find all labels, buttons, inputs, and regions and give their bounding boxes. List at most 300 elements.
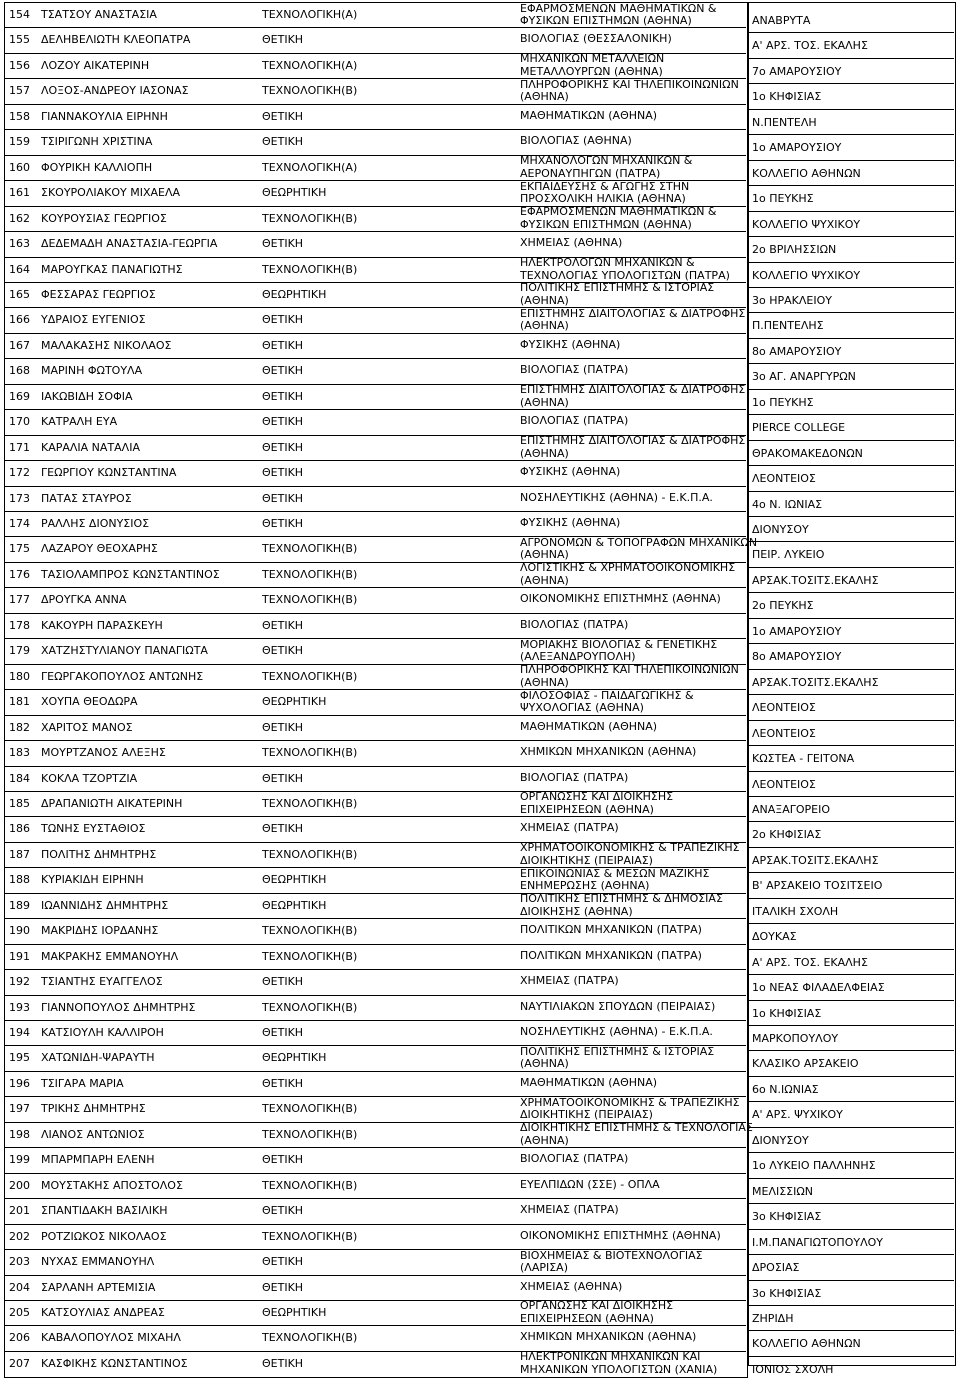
study-direction: ΘΕΩΡΗΤΙΚΗ — [262, 898, 327, 912]
school-name: ΚΟΛΛΕΓΙΟ ΨΥΧΙΚΟΥ — [752, 217, 861, 231]
program-name: ΤΕΧΝΟΛΟΓΙΑΣ ΥΠΟΛΟΓΙΣΤΩΝ (ΠΑΤΡΑ) — [520, 268, 730, 282]
student-name: ΤΣΙΑΝΤΗΣ ΕΥΑΓΓΕΛΟΣ — [41, 975, 163, 989]
program-name: ΟΙΚΟΝΟΜΙΚΗΣ ΕΠΙΣΤΗΜΗΣ (ΑΘΗΝΑ) — [520, 592, 721, 606]
study-direction: ΤΕΧΝΟΛΟΓΙΚΗ(Β) — [262, 1229, 358, 1243]
study-direction: ΤΕΧΝΟΛΟΓΙΚΗ(Β) — [262, 262, 358, 276]
program-name: (ΑΘΗΝΑ) — [520, 319, 569, 333]
student-name: ΔΡΟΥΓΚΑ ΑΝΝΑ — [41, 593, 127, 607]
study-direction: ΘΕΤΙΚΗ — [262, 237, 304, 251]
row-number: 167 — [9, 338, 30, 352]
student-name: ΔΕΛΗΒΕΛΙΩΤΗ ΚΛΕΟΠΑΤΡΑ — [41, 33, 191, 47]
school-separator — [748, 1305, 954, 1306]
school-name: 2ο ΚΗΦΙΣΙΑΣ — [752, 828, 822, 842]
school-separator — [748, 541, 954, 542]
row-number: 164 — [9, 262, 30, 276]
school-separator — [748, 720, 954, 721]
school-name: ΚΟΛΛΕΓΙΟ ΨΥΧΙΚΟΥ — [752, 268, 861, 282]
row-number: 200 — [9, 1178, 30, 1192]
school-name: ΙΤΑΛΙΚΗ ΣΧΟΛΗ — [752, 904, 839, 918]
school-separator — [748, 745, 954, 746]
student-name: ΜΑΡΙΝΗ ΦΩΤΟΥΛΑ — [41, 364, 143, 378]
program-name: (ΑΘΗΝΑ) — [520, 675, 569, 689]
student-name: ΣΚΟΥΡΟΛΙΑΚΟΥ ΜΙΧΑΕΛΑ — [41, 186, 181, 200]
student-name: ΓΙΑΝΝΟΠΟΥΛΟΣ ΔΗΜΗΤΡΗΣ — [41, 1000, 196, 1014]
school-name: 1ο ΚΗΦΙΣΙΑΣ — [752, 90, 822, 104]
program-name: ΨΥΧΟΛΟΓΙΑΣ (ΑΘΗΝΑ) — [520, 701, 644, 715]
study-direction: ΘΕΤΙΚΗ — [262, 1356, 304, 1370]
school-name: ΠΕΙΡ. ΛΥΚΕΙΟ — [752, 548, 825, 562]
program-name: ΕΚΠΑΙΔΕΥΣΗΣ & ΑΓΩΓΗΣ ΣΤΗΝ — [520, 179, 690, 193]
school-name: ΑΝΑΞΑΓΟΡΕΙΟ — [752, 802, 831, 816]
school-name: ΘΡΑΚΟΜΑΚΕΔΟΝΩΝ — [752, 446, 863, 460]
program-name: ΒΙΟΛΟΓΙΑΣ (ΠΑΤΡΑ) — [520, 1152, 629, 1166]
row-number: 198 — [9, 1127, 30, 1141]
program-name: (ΑΘΗΝΑ) — [520, 1057, 569, 1071]
school-separator — [748, 1178, 954, 1179]
program-name: ΧΗΜΕΙΑΣ (ΠΑΤΡΑ) — [520, 1203, 619, 1217]
school-name: 1ο ΑΜΑΡΟΥΣΙΟΥ — [752, 624, 842, 638]
row-number: 184 — [9, 771, 30, 785]
study-direction: ΤΕΧΝΟΛΟΓΙΚΗ(Β) — [262, 593, 358, 607]
student-name: ΜΑΚΡΙΔΗΣ ΙΟΡΔΑΝΗΣ — [41, 924, 159, 938]
row-number: 173 — [9, 491, 30, 505]
school-separator — [748, 491, 954, 492]
school-separator — [748, 160, 954, 161]
school-name: PIERCE COLLEGE — [752, 421, 846, 435]
program-name: ΗΛΕΚΤΡΟΛΟΓΩΝ ΜΗΧΑΝΙΚΩΝ & — [520, 256, 695, 269]
student-name: ΚΑΣΦΙΚΗΣ ΚΩΝΣΤΑΝΤΙΝΟΣ — [41, 1356, 188, 1370]
study-direction: ΤΕΧΝΟΛΟΓΙΚΗ(Β) — [262, 211, 358, 225]
program-name: ΗΛΕΚΤΡΟΝΙΚΩΝ ΜΗΧΑΝΙΚΩΝ ΚΑΙ — [520, 1350, 701, 1364]
student-name: ΜΑΚΡΑΚΗΣ ΕΜΜΑΝΟΥΗΛ — [41, 949, 179, 963]
study-direction: ΘΕΤΙΚΗ — [262, 415, 304, 429]
school-name: ΔΟΥΚΑΣ — [752, 930, 797, 944]
study-direction: ΘΕΤΙΚΗ — [262, 618, 304, 632]
program-name: ΒΙΟΛΟΓΙΑΣ (ΑΘΗΝΑ) — [520, 134, 632, 148]
student-name: ΛΙΑΝΟΣ ΑΝΤΩΝΙΟΣ — [41, 1127, 145, 1141]
row-number: 190 — [9, 924, 30, 938]
student-name: ΧΑΤΩΝΙΔΗ-ΨΑΡΑΥΤΗ — [41, 1051, 155, 1065]
study-direction: ΤΕΧΝΟΛΟΓΙΚΗ(Β) — [262, 1102, 358, 1116]
study-direction: ΘΕΩΡΗΤΙΚΗ — [262, 1305, 327, 1319]
program-name: ΜΕΤΑΛΛΟΥΡΓΩΝ (ΑΘΗΝΑ) — [520, 64, 663, 78]
study-direction: ΤΕΧΝΟΛΟΓΙΚΗ(Α) — [262, 58, 358, 72]
study-direction: ΘΕΤΙΚΗ — [262, 517, 304, 530]
program-name: ΕΠΙΧΕΙΡΗΣΕΩΝ (ΑΘΗΝΑ) — [520, 802, 654, 816]
program-name: ΠΛΗΡΟΦΟΡΙΚΗΣ ΚΑΙ ΤΗΛΕΠΙΚΟΙΝΩΝΙΩΝ — [520, 77, 739, 91]
program-name: ΟΙΚΟΝΟΜΙΚΗΣ ΕΠΙΣΤΗΜΗΣ (ΑΘΗΝΑ) — [520, 1228, 721, 1242]
school-name: ΖΗΡΙΔΗ — [752, 1311, 794, 1325]
row-number: 205 — [9, 1305, 30, 1319]
school-separator — [748, 974, 954, 975]
program-name: ΝΑΥΤΙΛΙΑΚΩΝ ΣΠΟΥΔΩΝ (ΠΕΙΡΑΙΑΣ) — [520, 999, 716, 1013]
student-name: ΡΑΛΛΗΣ ΔΙΟΝΥΣΙΟΣ — [41, 517, 150, 530]
row-number: 166 — [9, 313, 30, 327]
row-number: 194 — [9, 1026, 30, 1039]
school-separator — [748, 236, 954, 237]
school-separator — [748, 1127, 954, 1128]
student-name: ΣΑΡΛΑΝΗ ΑΡΤΕΜΙΣΙΑ — [41, 1280, 156, 1294]
program-name: ΑΕΡΟΝΑΥΠΗΓΩΝ (ΠΑΤΡΑ) — [520, 166, 661, 180]
school-separator — [748, 694, 954, 695]
row-number: 159 — [9, 135, 30, 149]
study-direction: ΤΕΧΝΟΛΟΓΙΚΗ(Β) — [262, 84, 358, 98]
student-name: ΚΑΤΣΟΥΛΙΑΣ ΑΝΔΡΕΑΣ — [41, 1305, 165, 1319]
program-name: (ΑΘΗΝΑ) — [520, 395, 569, 409]
study-direction: ΤΕΧΝΟΛΟΓΙΚΗ(Α) — [262, 8, 358, 21]
row-number: 180 — [9, 669, 30, 683]
row-number: 187 — [9, 847, 30, 861]
program-name: ΧΡΗΜΑΤΟΟΙΚΟΝΟΜΙΚΗΣ & ΤΡΑΠΕΖΙΚΗΣ — [520, 1095, 740, 1109]
student-name: ΚΥΡΙΑΚΙΔΗ ΕΙΡΗΝΗ — [41, 873, 144, 887]
student-name: ΦΟΥΡΙΚΗ ΚΑΛΛΙΟΠΗ — [41, 160, 153, 174]
program-name: (ΑΘΗΝΑ) — [520, 446, 569, 460]
student-name: ΚΑΒΑΛΟΠΟΥΛΟΣ ΜΙΧΑΗΛ — [41, 1331, 181, 1345]
row-number: 174 — [9, 517, 30, 530]
program-name: ΝΟΣΗΛΕΥΤΙΚΗΣ (ΑΘΗΝΑ) - Ε.Κ.Π.Α. — [520, 490, 713, 504]
student-name: ΚΟΚΛΑ ΤΖΟΡΤΖΙΑ — [41, 771, 138, 785]
student-name: ΠΟΛΙΤΗΣ ΔΗΜΗΤΡΗΣ — [41, 847, 157, 861]
program-name: (ΑΘΗΝΑ) — [520, 90, 569, 104]
program-name: ΟΡΓΑΝΩΣΗΣ ΚΑΙ ΔΙΟΙΚΗΣΗΣ — [520, 1299, 674, 1313]
student-name: ΚΑΤΡΑΛΗ ΕΥΑ — [41, 415, 118, 429]
row-number: 172 — [9, 466, 30, 480]
program-name: ΑΓΡΟΝΟΜΩΝ & ΤΟΠΟΓΡΑΦΩΝ ΜΗΧΑΝΙΚΩΝ — [520, 535, 758, 549]
school-name: Α' ΑΡΣ. ΨΥΧΙΚΟΥ — [752, 1108, 843, 1122]
school-name: 3ο ΚΗΦΙΣΙΑΣ — [752, 1286, 822, 1300]
student-name: ΦΕΣΣΑΡΑΣ ΓΕΩΡΓΙΟΣ — [41, 287, 156, 301]
program-name: ΜΗΧΑΝΙΚΩΝ ΥΠΟΛΟΓΙΣΤΩΝ (ΧΑΝΙΑ) — [520, 1362, 718, 1376]
row-number: 158 — [9, 109, 30, 123]
program-name: (ΑΘΗΝΑ) — [520, 293, 569, 307]
study-direction: ΘΕΤΙΚΗ — [262, 975, 304, 989]
school-name: 8ο ΑΜΑΡΟΥΣΙΟΥ — [752, 344, 842, 358]
school-name: ΚΟΛΛΕΓΙΟ ΑΘΗΝΩΝ — [752, 1337, 861, 1351]
school-separator — [748, 414, 954, 415]
student-name: ΡΟΤΖΙΩΚΟΣ ΝΙΚΟΛΑΟΣ — [41, 1229, 167, 1243]
program-name: ΒΙΟΛΟΓΙΑΣ (ΠΑΤΡΑ) — [520, 414, 629, 428]
program-name: ΦΥΣΙΚΗΣ (ΑΘΗΝΑ) — [520, 465, 621, 479]
row-number: 162 — [9, 211, 30, 225]
program-name: ΜΑΘΗΜΑΤΙΚΩΝ (ΑΘΗΝΑ) — [520, 719, 658, 733]
school-name: 1ο ΠΕΥΚΗΣ — [752, 395, 814, 409]
school-separator — [748, 1076, 954, 1077]
study-direction: ΤΕΧΝΟΛΟΓΙΚΗ(Β) — [262, 949, 358, 963]
school-separator — [748, 669, 954, 670]
program-name: ΒΙΟΧΗΜΕΙΑΣ & ΒΙΟΤΕΧΝΟΛΟΓΙΑΣ — [520, 1248, 703, 1262]
row-number: 155 — [9, 33, 30, 47]
school-separator — [748, 1229, 954, 1230]
school-name: Ι.Μ.ΠΑΝΑΓΙΩΤΟΠΟΥΛΟΥ — [752, 1235, 883, 1249]
school-name: 8ο ΑΜΑΡΟΥΣΙΟΥ — [752, 650, 842, 664]
study-direction: ΤΕΧΝΟΛΟΓΙΚΗ(Β) — [262, 542, 358, 556]
row-number: 185 — [9, 796, 30, 810]
student-name: ΓΕΩΡΓΙΟΥ ΚΩΝΣΤΑΝΤΙΝΑ — [41, 466, 177, 480]
row-number: 189 — [9, 898, 30, 912]
school-separator — [748, 312, 954, 313]
school-name: 2ο ΒΡΙΛΗΣΣΙΩΝ — [752, 243, 837, 257]
school-name: ΔΙΟΝΥΣΟΥ — [752, 523, 809, 536]
student-name: ΝΥΧΑΣ ΕΜΜΑΝΟΥΗΛ — [41, 1255, 155, 1269]
row-number: 157 — [9, 84, 30, 98]
row-number: 206 — [9, 1331, 30, 1345]
row-number: 156 — [9, 58, 30, 72]
study-direction: ΤΕΧΝΟΛΟΓΙΚΗ(Β) — [262, 924, 358, 938]
student-name: ΔΕΔΕΜΑΔΗ ΑΝΑΣΤΑΣΙΑ-ΓΕΩΡΓΙΑ — [41, 237, 218, 251]
row-number: 163 — [9, 237, 30, 251]
school-separator — [748, 618, 954, 619]
program-name: ΦΥΣΙΚΩΝ ΕΠΙΣΤΗΜΩΝ (ΑΘΗΝΑ) — [520, 14, 692, 27]
study-direction: ΤΕΧΝΟΛΟΓΙΚΗ(Β) — [262, 567, 358, 581]
program-name: ΧΗΜΕΙΑΣ (ΠΑΤΡΑ) — [520, 974, 619, 988]
student-name: ΤΣΙΓΑΡΑ ΜΑΡΙΑ — [41, 1076, 124, 1090]
program-name: ΔΙΟΙΚΗΤΙΚΗΣ ΕΠΙΣΤΗΜΗΣ & ΤΕΧΝΟΛΟΓΙΑΣ — [520, 1121, 753, 1135]
row-number: 199 — [9, 1153, 30, 1167]
row-number: 183 — [9, 746, 30, 760]
program-name: ΕΦΑΡΜΟΣΜΕΝΩΝ ΜΑΘΗΜΑΤΙΚΩΝ & — [520, 1, 717, 15]
school-name: Α' ΑΡΣ. ΤΟΣ. ΕΚΑΛΗΣ — [752, 39, 868, 53]
school-name: ΑΡΣΑΚ.ΤΟΣΙΤΣ.ΕΚΑΛΗΣ — [752, 573, 879, 587]
school-separator — [748, 32, 954, 33]
study-direction: ΘΕΤΙΚΗ — [262, 720, 304, 734]
program-name: ΕΠΙΚΟΙΝΩΝΙΑΣ & ΜΕΣΩΝ ΜΑΖΙΚΗΣ — [520, 866, 710, 880]
student-name: ΛΟΖΟΥ ΑΙΚΑΤΕΡΙΝΗ — [41, 58, 150, 72]
row-number: 192 — [9, 975, 30, 989]
school-separator — [748, 643, 954, 644]
study-direction: ΤΕΧΝΟΛΟΓΙΚΗ(Β) — [262, 1000, 358, 1014]
program-name: ΒΙΟΛΟΓΙΑΣ (ΠΑΤΡΑ) — [520, 363, 629, 377]
program-name: ΜΗΧΑΝΟΛΟΓΩΝ ΜΗΧΑΝΙΚΩΝ & — [520, 154, 693, 168]
school-separator — [748, 949, 954, 950]
school-name: Π.ΠΕΝΤΕΛΗΣ — [752, 319, 824, 333]
student-name: ΜΑΛΑΚΑΣΗΣ ΝΙΚΟΛΑΟΣ — [41, 338, 172, 352]
program-name: ΧΗΜΕΙΑΣ (ΑΘΗΝΑ) — [520, 236, 623, 250]
row-number: 160 — [9, 160, 30, 174]
program-name: ΔΙΟΙΚΗΣΗΣ (ΑΘΗΝΑ) — [520, 904, 633, 918]
school-separator — [748, 923, 954, 924]
student-name: ΚΑΚΟΥΡΗ ΠΑΡΑΣΚΕΥΗ — [41, 618, 163, 632]
program-name: ΔΙΟΙΚΗΤΙΚΗΣ (ΠΕΙΡΑΙΑΣ) — [520, 853, 653, 867]
row-number: 161 — [9, 186, 30, 200]
school-separator — [748, 771, 954, 772]
school-name: 3ο ΚΗΦΙΣΙΑΣ — [752, 1210, 822, 1224]
school-name: ΜΕΛΙΣΣΙΩΝ — [752, 1184, 813, 1198]
school-separator — [748, 1050, 954, 1051]
program-name: ΦΥΣΙΚΗΣ (ΑΘΗΝΑ) — [520, 516, 621, 529]
school-separator — [748, 440, 954, 441]
row-number: 179 — [9, 644, 30, 658]
student-name: ΠΑΤΑΣ ΣΤΑΥΡΟΣ — [41, 491, 132, 505]
study-direction: ΘΕΤΙΚΗ — [262, 33, 304, 47]
row-number: 186 — [9, 822, 30, 836]
study-direction: ΘΕΤΙΚΗ — [262, 440, 304, 454]
study-direction: ΘΕΤΙΚΗ — [262, 1153, 304, 1167]
program-name: ΕΠΙΧΕΙΡΗΣΕΩΝ (ΑΘΗΝΑ) — [520, 1311, 654, 1325]
row-number: 165 — [9, 287, 30, 301]
row-number: 171 — [9, 440, 30, 454]
study-direction: ΤΕΧΝΟΛΟΓΙΚΗ(Β) — [262, 669, 358, 683]
school-name: Ν.ΠΕΝΤΕΛΗ — [752, 115, 817, 129]
study-direction: ΘΕΩΡΗΤΙΚΗ — [262, 186, 327, 200]
study-direction: ΘΕΤΙΚΗ — [262, 644, 304, 658]
school-name: 1ο ΛΥΚΕΙΟ ΠΑΛΛΗΝΗΣ — [752, 1159, 876, 1173]
study-direction: ΘΕΤΙΚΗ — [262, 135, 304, 149]
school-name: ΛΕΟΝΤΕΙΟΣ — [752, 701, 816, 715]
school-separator — [748, 1101, 954, 1102]
student-name: ΤΩΝΗΣ ΕΥΣΤΑΘΙΟΣ — [41, 822, 146, 836]
study-direction: ΤΕΧΝΟΛΟΓΙΚΗ(Β) — [262, 796, 358, 810]
study-direction: ΘΕΤΙΚΗ — [262, 1026, 304, 1039]
student-name: ΥΔΡΑΙΟΣ ΕΥΓΕΝΙΟΣ — [41, 313, 146, 327]
row-number: 170 — [9, 415, 30, 429]
study-direction: ΤΕΧΝΟΛΟΓΙΚΗ(Β) — [262, 1331, 358, 1345]
school-name: ΛΕΟΝΤΕΙΟΣ — [752, 472, 816, 486]
row-number: 188 — [9, 873, 30, 887]
school-separator — [748, 1254, 954, 1255]
program-name: ΟΡΓΑΝΩΣΗΣ ΚΑΙ ΔΙΟΙΚΗΣΗΣ — [520, 790, 674, 804]
school-separator — [748, 465, 954, 466]
school-separator — [748, 338, 954, 339]
school-separator — [748, 872, 954, 873]
student-name: ΙΑΚΩΒΙΔΗ ΣΟΦΙΑ — [41, 389, 133, 403]
study-direction: ΘΕΤΙΚΗ — [262, 338, 304, 352]
program-name: ΜΗΧΑΝΙΚΩΝ ΜΕΤΑΛΛΕΙΩΝ — [520, 52, 665, 66]
student-name: ΤΣΑΤΣΟΥ ΑΝΑΣΤΑΣΙΑ — [41, 8, 157, 21]
school-separator — [748, 109, 954, 110]
row-number: 195 — [9, 1051, 30, 1065]
program-name: ΕΠΙΣΤΗΜΗΣ ΔΙΑΙΤΟΛΟΓΙΑΣ & ΔΙΑΤΡΟΦΗΣ — [520, 306, 746, 320]
school-name: 4ο Ν. ΙΩΝΙΑΣ — [752, 497, 823, 511]
school-name: 1ο ΝΕΑΣ ΦΙΛΑΔΕΛΦΕΙΑΣ — [752, 981, 885, 995]
school-name: ΙΟΝΙΟΣ ΣΧΟΛΗ — [752, 1362, 834, 1376]
program-name: ΧΗΜΕΙΑΣ (ΠΑΤΡΑ) — [520, 821, 619, 835]
student-name: ΤΡΙΚΗΣ ΔΗΜΗΤΡΗΣ — [41, 1102, 146, 1116]
school-name: 1ο ΑΜΑΡΟΥΣΙΟΥ — [752, 141, 842, 155]
study-direction: ΘΕΤΙΚΗ — [262, 1280, 304, 1294]
student-name: ΚΑΡΑΛΙΑ ΝΑΤΑΛΙΑ — [41, 440, 140, 454]
study-direction: ΘΕΤΙΚΗ — [262, 771, 304, 785]
school-separator — [748, 211, 954, 212]
row-number: 193 — [9, 1000, 30, 1014]
study-direction: ΘΕΩΡΗΤΙΚΗ — [262, 695, 327, 709]
school-name: ΔΙΟΝΥΣΟΥ — [752, 1133, 809, 1147]
student-name: ΣΠΑΝΤΙΔΑΚΗ ΒΑΣΙΛΙΚΗ — [41, 1204, 168, 1218]
student-name: ΔΡΑΠΑΝΙΩΤΗ ΑΙΚΑΤΕΡΙΝΗ — [41, 796, 183, 810]
row-number: 177 — [9, 593, 30, 607]
student-name: ΧΑΤΖΗΣΤΥΛΙΑΝΟΥ ΠΑΝΑΓΙΩΤΑ — [41, 644, 208, 658]
school-separator — [748, 363, 954, 364]
study-direction: ΘΕΤΙΚΗ — [262, 313, 304, 327]
study-direction: ΤΕΧΝΟΛΟΓΙΚΗ(Α) — [262, 160, 358, 174]
student-name: ΜΑΡΟΥΓΚΑΣ ΠΑΝΑΓΙΩΤΗΣ — [41, 262, 183, 276]
program-name: (ΑΛΕΞΑΝΔΡΟΥΠΟΛΗ) — [520, 650, 636, 664]
school-name: 2ο ΠΕΥΚΗΣ — [752, 599, 814, 613]
study-direction: ΘΕΤΙΚΗ — [262, 491, 304, 505]
column-divider — [748, 2, 749, 1364]
student-name: ΚΟΥΡΟΥΣΙΑΣ ΓΕΩΡΓΙΟΣ — [41, 211, 167, 225]
school-separator — [748, 898, 954, 899]
row-number: 175 — [9, 542, 30, 556]
school-name: ΛΕΟΝΤΕΙΟΣ — [752, 777, 816, 791]
school-separator — [748, 1330, 954, 1331]
row-number: 201 — [9, 1204, 30, 1218]
study-direction: ΘΕΤΙΚΗ — [262, 466, 304, 480]
program-name: ΝΟΣΗΛΕΥΤΙΚΗΣ (ΑΘΗΝΑ) - Ε.Κ.Π.Α. — [520, 1025, 713, 1038]
school-name: ΚΛΑΣΙΚΟ ΑΡΣΑΚΕΙΟ — [752, 1057, 859, 1071]
school-name: 3ο ΗΡΑΚΛΕΙΟΥ — [752, 293, 832, 307]
school-name: 7ο ΑΜΑΡΟΥΣΙΟΥ — [752, 64, 842, 78]
school-name: 1ο ΠΕΥΚΗΣ — [752, 192, 814, 206]
school-separator — [748, 1280, 954, 1281]
student-name: ΛΑΖΑΡΟΥ ΘΕΟΧΑΡΗΣ — [41, 542, 158, 556]
study-direction: ΘΕΩΡΗΤΙΚΗ — [262, 873, 327, 887]
school-name: ΑΡΣΑΚ.ΤΟΣΙΤΣ.ΕΚΑΛΗΣ — [752, 675, 879, 689]
school-separator — [748, 83, 954, 84]
row-number: 203 — [9, 1255, 30, 1269]
program-name: ΧΡΗΜΑΤΟΟΙΚΟΝΟΜΙΚΗΣ & ΤΡΑΠΕΖΙΚΗΣ — [520, 841, 740, 855]
program-name: (ΛΑΡΙΣΑ) — [520, 1261, 568, 1275]
program-name: ΜΑΘΗΜΑΤΙΚΩΝ (ΑΘΗΝΑ) — [520, 108, 658, 122]
student-name: ΤΣΙΡΙΓΩΝΗ ΧΡΙΣΤΙΝΑ — [41, 135, 153, 149]
school-separator — [748, 134, 954, 135]
student-name: ΙΩΑΝΝΙΔΗΣ ΔΗΜΗΤΡΗΣ — [41, 898, 169, 912]
row-number: 168 — [9, 364, 30, 378]
row-number: 154 — [9, 8, 30, 21]
student-name: ΤΑΣΙΟΛΑΜΠΡΟΣ ΚΩΝΣΤΑΝΤΙΝΟΣ — [41, 567, 220, 581]
program-name: ΠΟΛΙΤΙΚΩΝ ΜΗΧΑΝΙΚΩΝ (ΠΑΤΡΑ) — [520, 923, 702, 937]
school-name: 1ο ΚΗΦΙΣΙΑΣ — [752, 1006, 822, 1020]
row-number: 202 — [9, 1229, 30, 1243]
program-name: ΠΡΟΣΧΟΛΙΚΗ ΗΛΙΚΙΑ (ΑΘΗΝΑ) — [520, 192, 686, 206]
student-name: ΜΟΥΣΤΑΚΗΣ ΑΠΟΣΤΟΛΟΣ — [41, 1178, 183, 1192]
study-direction: ΘΕΩΡΗΤΙΚΗ — [262, 1051, 327, 1065]
row-number: 197 — [9, 1102, 30, 1116]
program-name: ΕΥΕΛΠΙΔΩΝ (ΣΣΕ) - ΟΠΛΑ — [520, 1177, 660, 1191]
program-name: ΠΛΗΡΟΦΟΡΙΚΗΣ ΚΑΙ ΤΗΛΕΠΙΚΟΙΝΩΝΙΩΝ — [520, 663, 739, 677]
row-number: 181 — [9, 695, 30, 709]
school-name: ΚΩΣΤΕΑ - ΓΕΙΤΟΝΑ — [752, 752, 855, 766]
row-number: 207 — [9, 1356, 30, 1370]
student-name: ΓΙΑΝΝΑΚΟΥΛΙΑ ΕΙΡΗΝΗ — [41, 109, 168, 123]
school-separator — [748, 821, 954, 822]
student-name: ΚΑΤΣΙΟΥΛΗ ΚΑΛΛΙΡΟΗ — [41, 1026, 164, 1039]
study-direction: ΘΕΩΡΗΤΙΚΗ — [262, 287, 327, 301]
program-name: ΧΗΜΙΚΩΝ ΜΗΧΑΝΙΚΩΝ (ΑΘΗΝΑ) — [520, 1330, 697, 1344]
row-number: 191 — [9, 949, 30, 963]
program-name: ΛΟΓΙΣΤΙΚΗΣ & ΧΡΗΜΑΤΟΟΙΚΟΝΟΜΙΚΗΣ — [520, 561, 736, 575]
school-name: ΑΝΑΒΡΥΤΑ — [752, 14, 811, 27]
program-name: ΒΙΟΛΟΓΙΑΣ (ΠΑΤΡΑ) — [520, 770, 629, 784]
school-name: 3ο ΑΓ. ΑΝΑΡΓΥΡΩΝ — [752, 370, 856, 384]
program-name: ΧΗΜΕΙΑΣ (ΑΘΗΝΑ) — [520, 1279, 623, 1293]
school-name: ΔΡΟΣΙΑΣ — [752, 1261, 800, 1275]
school-separator — [748, 592, 954, 593]
study-direction: ΘΕΤΙΚΗ — [262, 1076, 304, 1090]
program-name: ΕΠΙΣΤΗΜΗΣ ΔΙΑΙΤΟΛΟΓΙΑΣ & ΔΙΑΤΡΟΦΗΣ — [520, 383, 746, 397]
school-separator — [748, 516, 954, 517]
program-name: ΜΟΡΙΑΚΗΣ ΒΙΟΛΟΓΙΑΣ & ΓΕΝΕΤΙΚΗΣ — [520, 637, 718, 651]
program-name: ΠΟΛΙΤΙΚΗΣ ΕΠΙΣΤΗΜΗΣ & ΙΣΤΟΡΙΑΣ — [520, 281, 715, 295]
program-name: ΦΥΣΙΚΗΣ (ΑΘΗΝΑ) — [520, 337, 621, 351]
program-name: ΕΦΑΡΜΟΣΜΕΝΩΝ ΜΑΘΗΜΑΤΙΚΩΝ & — [520, 205, 717, 219]
program-name: ΠΟΛΙΤΙΚΩΝ ΜΗΧΑΝΙΚΩΝ (ΠΑΤΡΑ) — [520, 948, 702, 962]
student-name: ΧΟΥΠΑ ΘΕΟΔΩΡΑ — [41, 695, 138, 709]
school-separator — [748, 389, 954, 390]
school-separator — [748, 1203, 954, 1204]
program-name: ΕΝΗΜΕΡΩΣΗΣ (ΑΘΗΝΑ) — [520, 879, 650, 893]
study-direction: ΤΕΧΝΟΛΟΓΙΚΗ(Β) — [262, 746, 358, 760]
school-separator — [748, 796, 954, 797]
